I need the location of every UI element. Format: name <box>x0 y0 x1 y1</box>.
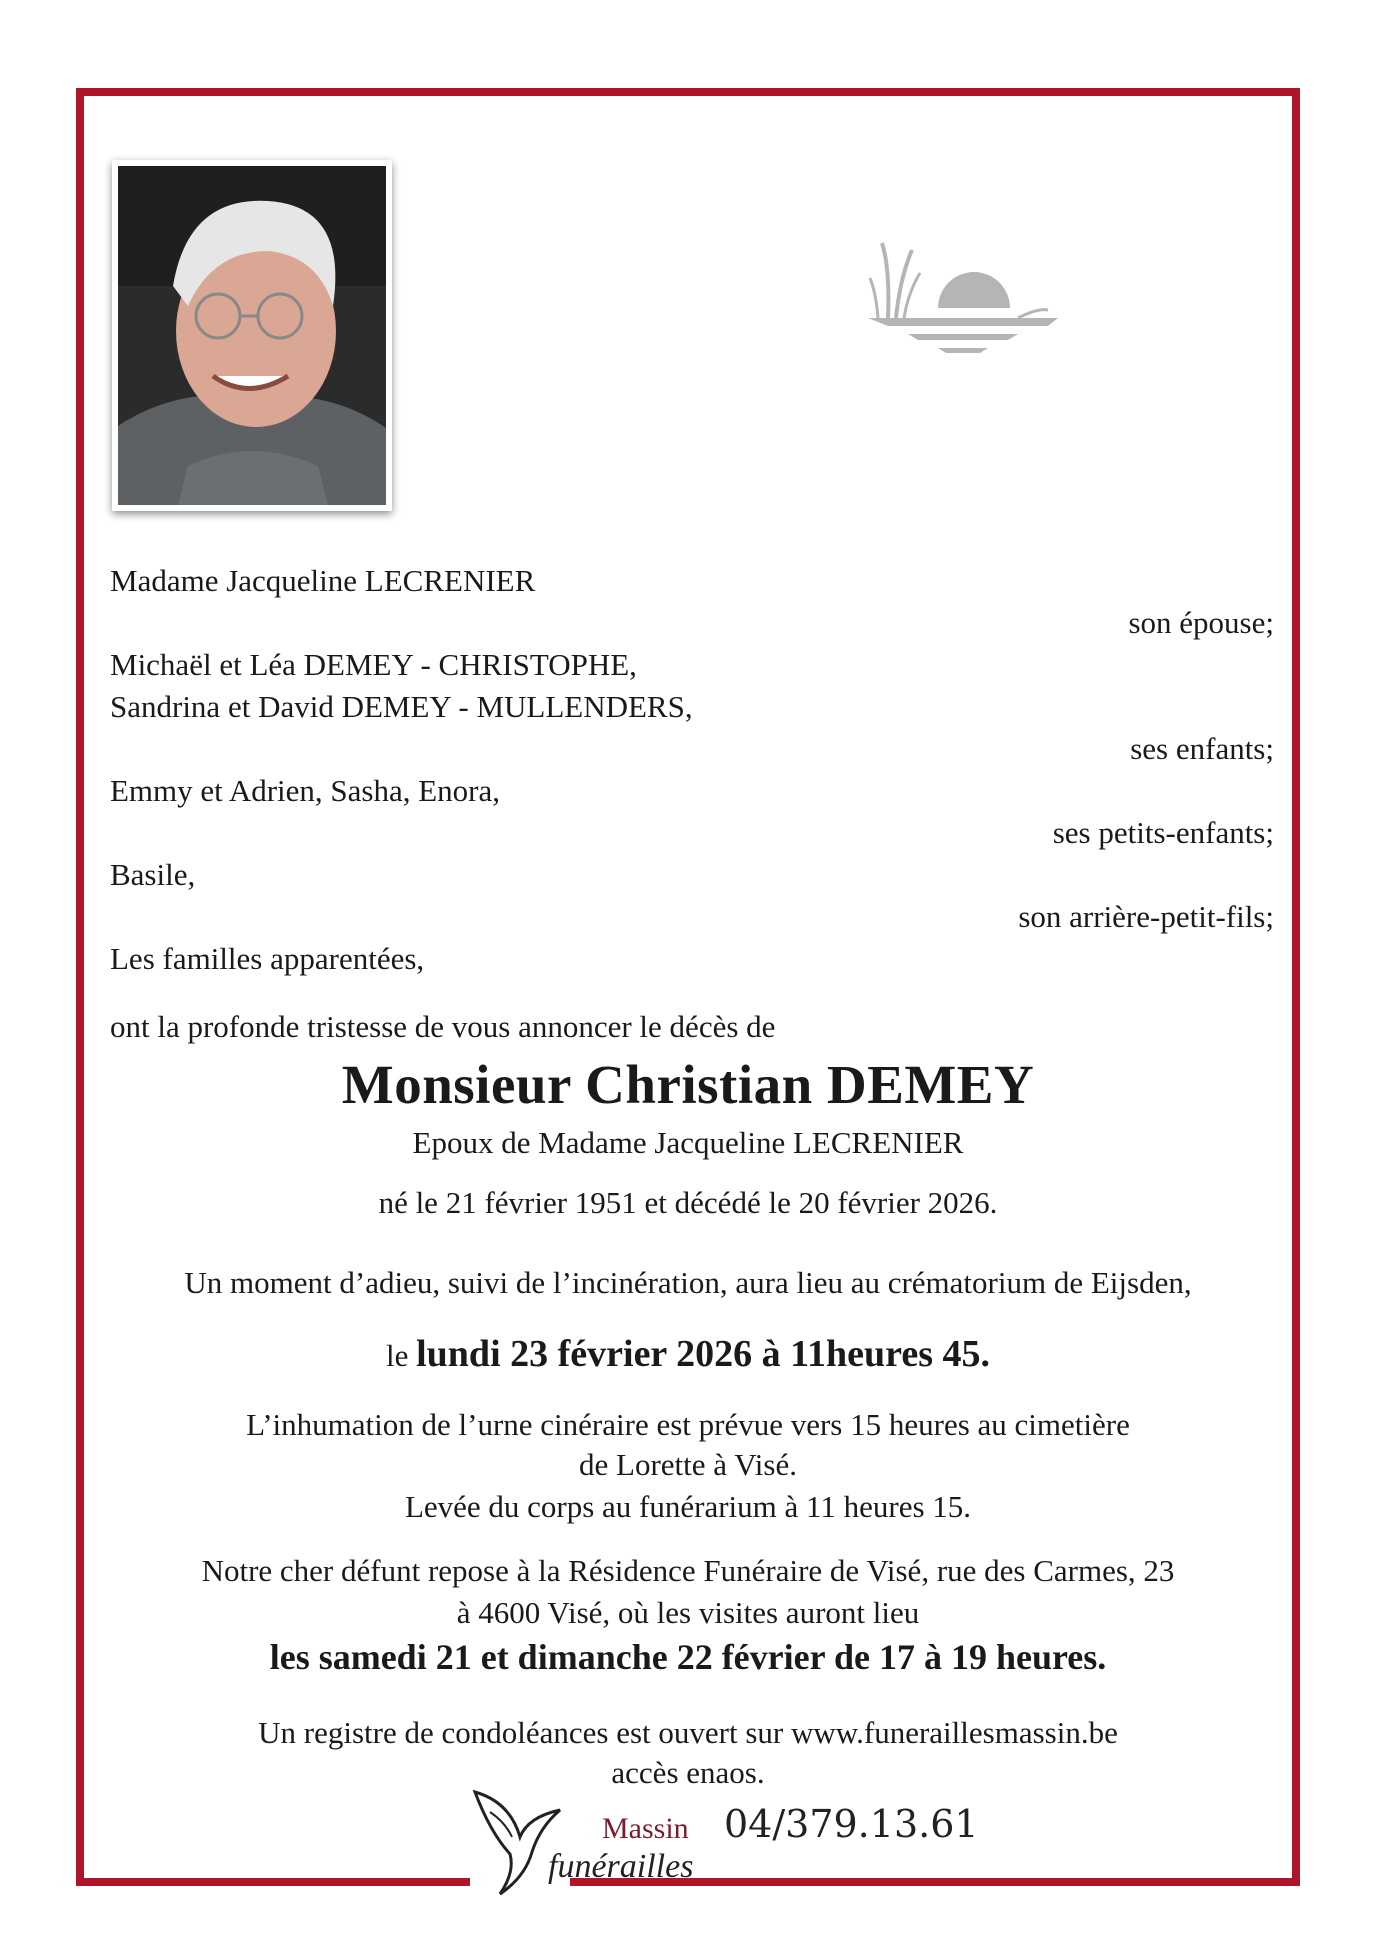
children-line-1: Michaël et Léa DEMEY - CHRISTOPHE, <box>110 647 637 682</box>
wife-role: son épouse; <box>1128 605 1274 640</box>
condolences-line-2: accès enaos. <box>611 1755 765 1790</box>
children-line-2: Sandrina et David DEMEY - MULLENDERS, <box>110 689 693 724</box>
ceremony-intro: Un moment d’adieu, suivi de l’incinération, aura lieu au crématorium de Eijsden, <box>184 1265 1192 1300</box>
visits-dates: les samedi 21 et dimanche 22 février de 17 à 19 heures. <box>269 1637 1107 1677</box>
brand-massin: Massin <box>602 1812 689 1845</box>
great-grandchild-role: son arrière-petit-fils; <box>1018 899 1274 934</box>
visits-line-2: à 4600 Visé, où les visites auront lieu <box>456 1595 920 1630</box>
wife-name: Madame Jacqueline LECRENIER <box>110 563 536 598</box>
urn-line-1: L’inhumation de l’urne cinéraire est prévue vers 15 heures au cimetière <box>246 1407 1130 1442</box>
spouse-line: Epoux de Madame Jacqueline LECRENIER <box>412 1125 964 1160</box>
ceremony-date-prefix: le <box>385 1338 409 1373</box>
body-lift: Levée du corps au funérarium à 11 heures 15. <box>404 1489 972 1524</box>
ceremony-date: lundi 23 février 2026 à 11heures 45. <box>416 1333 990 1375</box>
deceased-name: Monsieur Christian DEMEY <box>341 1054 1035 1115</box>
visits-line-1: Notre cher défunt repose à la Résidence Funéraire de Visé, rue des Carmes, 23 <box>201 1553 1175 1588</box>
phone-number: 04/379.13.61 <box>724 1802 979 1846</box>
portrait-photo <box>112 160 392 511</box>
condolences-line-1: Un registre de condoléances est ouvert sur www.funeraillesmassin.be <box>258 1715 1118 1750</box>
grandchildren: Emmy et Adrien, Sasha, Enora, <box>110 773 500 808</box>
dove-icon <box>470 1782 570 1907</box>
ceremony-date-line <box>76 1332 1300 1378</box>
related-families: Les familles apparentées, <box>110 941 425 976</box>
brand-funerailles: funérailles <box>548 1848 694 1885</box>
portrait-image <box>118 166 386 505</box>
children-role: ses enfants; <box>1130 731 1274 766</box>
life-dates: né le 21 février 1951 et décédé le 20 février 2026. <box>378 1185 998 1220</box>
urn-line-2: de Lorette à Visé. <box>579 1447 797 1482</box>
grandchildren-role: ses petits-enfants; <box>1052 815 1274 850</box>
great-grandchild: Basile, <box>110 857 196 892</box>
announcement: ont la profonde tristesse de vous annoncer le décès de <box>110 1009 776 1044</box>
reeds-and-setting-sun-icon <box>868 238 1068 393</box>
